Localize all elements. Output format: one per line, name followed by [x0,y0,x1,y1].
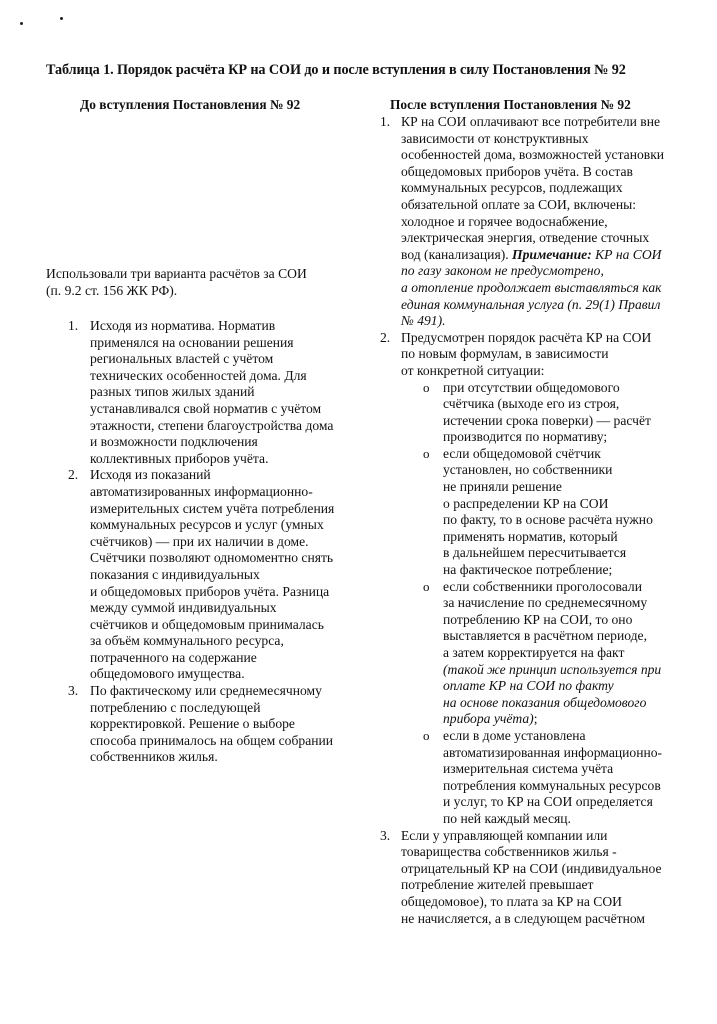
item-line: счётчиков и общедомовым принималась [90,616,324,632]
item-line: потреблению с последующей [90,699,261,715]
item-line: Исходя из норматива. Норматив [90,318,276,333]
scan-speck [20,22,23,25]
item-line: коммунальных ресурсов и услуг (умных [90,517,324,533]
item-line: товарищества собственников жилья - [401,844,617,860]
item-line: устанавливался свой норматив с учётом [90,400,322,416]
item-line: измерительных систем учёта потребления [90,500,335,516]
list-item [372,114,694,330]
item-line: в дальнейшем пересчитывается [443,545,627,561]
item-line [443,711,694,728]
scan-speck [60,17,63,20]
line-tail: ; [533,711,538,727]
item-line: за начисление по среднемесячному [443,595,648,611]
item-line: при отсутствии общедомового [443,379,620,395]
item-line: счётчиков) — при их наличии в доме. [90,533,309,549]
item-line: потребление жителей превышает [401,877,594,893]
item-line: счётчика (выходе его из строя, [443,396,620,412]
item-line [443,678,694,695]
item-line: собственников жилья. [90,749,218,765]
italic-text: на основе показания общедомового [443,694,647,710]
item-number: 1. [380,114,391,129]
item-line: не приняли решение [443,479,562,495]
item-line: холодное и горячее водоснабжение, [401,213,608,229]
item-line [443,662,694,679]
item-line: технических особенностей дома. Для [90,367,307,383]
item-line: и возможности подключения [90,434,258,450]
item-line: коммунальных ресурсов, подлежащих [401,180,623,196]
note-label: Примечание: [512,246,592,262]
item-number: 3. [68,683,79,699]
item-line: если собственники проголосовали [443,578,642,594]
list-item [372,828,694,928]
item-line: автоматизированная информационно- [443,744,663,760]
italic-text: оплате КР на СОИ по факту [443,678,614,694]
item-line: разных типов жилых зданий [90,384,255,400]
circle-bullet-icon: o [423,445,430,461]
list-item [372,330,694,380]
item-line: от конкретной ситуации: [401,362,545,378]
circle-bullet-icon: o [423,727,430,743]
item-text [401,114,694,247]
item-line: корректировкой. Решение о выборе [90,716,295,732]
item-line: показания с индивидуальных [90,566,260,582]
item-line: единая коммунальная услуга (п. 29(1) Правил [401,296,661,312]
left-numbered-list [46,318,360,766]
item-line: способа принималось на общем собрании [90,732,334,748]
item-line: вод (канализация). Примечание: КР на СОИ [401,246,662,262]
item-line: Если у управляющей компании или [401,827,608,843]
item-number: 1. [68,318,79,333]
item-line: Предусмотрен порядок расчёта КР на СОИ [401,329,652,345]
list-item [46,467,360,683]
note-text [401,263,694,329]
left-intro [46,266,366,299]
item-line: № 491). [401,313,446,329]
item-line [443,695,694,712]
item-line: коллективных приборов учёта. [90,450,269,466]
item-line: потреблению КР на СОИ, то оно [443,611,633,627]
item-line: применять норматив, который [443,528,618,544]
sub-list [372,380,694,828]
item-line: не начисляется, а в следующем расчётном [401,910,645,926]
item-number: 2. [380,329,391,345]
circle-bullet-icon: o [423,578,430,594]
left-column-heading: До вступления Постановления № 92 [80,97,301,112]
sub-list-item [372,579,694,728]
item-line: общедомовых приборов учёта. В состав [401,163,633,179]
item-line: автоматизированных информационно- [90,483,313,499]
item-line: региональных властей с учётом [90,351,274,367]
item-line: по новым формулам, в зависимости [401,346,609,362]
table-title: Таблица 1. Порядок расчёта КР на СОИ до и после вступления в силу Постановления № 92 [46,62,626,78]
item-line: по ней каждый месяц. [443,810,571,826]
item-number: 3. [380,827,391,843]
right-column-heading: После вступления Постановления № 92 [390,97,631,112]
item-line: применялся на основании решения [90,334,294,350]
item-line: производится по нормативу; [443,429,608,445]
item-line: а затем корректируется на факт [443,645,625,660]
item-line: особенностей дома, возможностей установки [401,147,665,163]
item-line: Исходя из показаний [90,467,211,483]
intro-line: Использовали три варианта расчётов за СОИ [46,266,307,281]
item-line: КР на СОИ оплачивают все потребители вне [401,114,661,129]
item-line: этажности, степени благоустройства дома [90,417,334,433]
item-text [401,828,694,928]
item-line: между суммой индивидуальных [90,600,277,616]
item-line: о распределении КР на СОИ [443,495,609,511]
item-line: если в доме установлена [443,727,586,743]
item-number: 2. [68,467,79,483]
item-line: на фактическое потребление; [443,562,613,578]
italic-text: прибора учёта) [443,711,534,727]
item-line: зависимости от конструктивных [401,130,589,146]
item-line: обязательной оплате за СОИ, включены: [401,196,637,212]
item-line: По фактическому или среднемесячному [90,683,322,699]
sub-list-item [372,728,694,828]
item-line: выставляется в расчётном периоде, [443,628,647,644]
item-line: по газу законом не предусмотрено, [401,263,604,279]
item-line: общедомового имущества. [90,666,245,682]
item-line: электрическая энергия, отведение сточных [401,230,650,246]
intro-line: (п. 9.2 ст. 156 ЖК РФ). [46,282,178,298]
item-line: установлен, но собственники [443,462,613,478]
circle-bullet-icon: o [423,379,430,395]
item-line: общедомовое), то плата за КР на СОИ [401,893,623,909]
sub-list-item [372,380,694,446]
item-line: а отопление продолжает выставляться как [401,279,662,295]
item-line: и услуг, то КР на СОИ определяется [443,794,653,810]
list-item [46,683,360,766]
item-line: Счётчики позволяют одномоментно снять [90,550,334,566]
list-item [46,318,360,467]
item-line: истечении срока поверки) — расчёт [443,412,651,428]
item-line: отрицательный КР на СОИ (индивидуальное [401,860,662,876]
item-text [401,330,694,380]
right-numbered-list [372,114,694,927]
item-line: за объём коммунального ресурса, [90,633,284,649]
item-line: если общедомовой счётчик [443,445,601,461]
item-line: измерительная система учёта [443,761,614,777]
item-line: и общедомовых приборов учёта. Разница [90,583,330,599]
item-line: по факту, то в основе расчёта нужно [443,512,653,528]
item-line: потребления коммунальных ресурсов [443,777,661,793]
item-line: потраченного на содержание [90,649,257,665]
italic-text: (такой же принцип используется при [443,661,662,677]
sub-list-item [372,446,694,579]
